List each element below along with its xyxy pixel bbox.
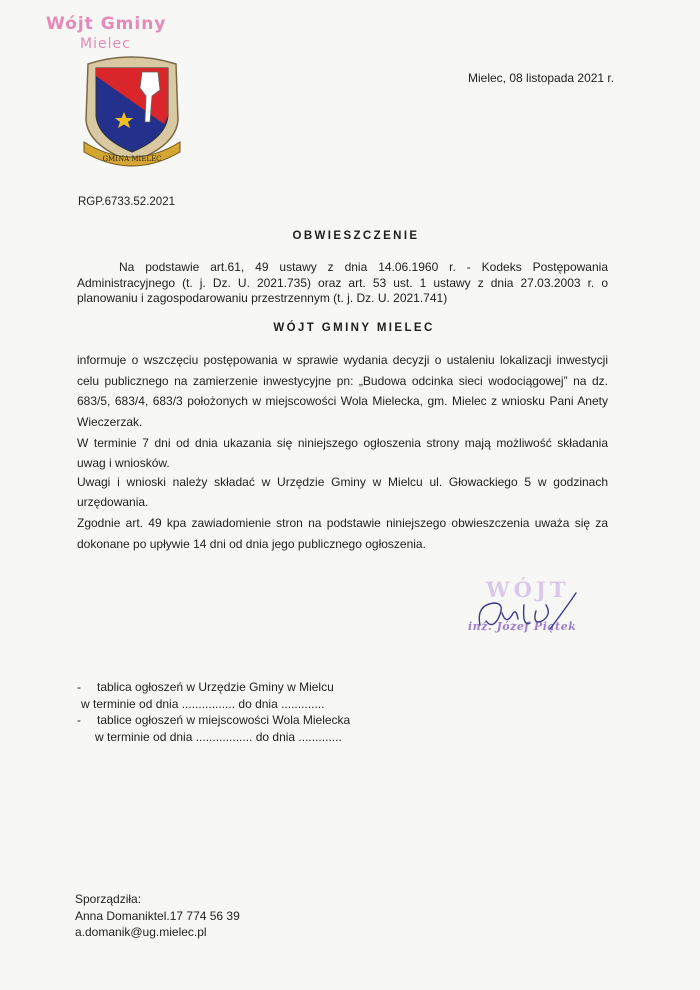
document-title: OBWIESZCZENIE [292,230,420,242]
distribution-term: w terminie od dnia ................ do dnia ............. [81,697,325,711]
prepared-by-label: Sporządziła: [75,892,142,906]
info-paragraph: informuje o wszczęciu postępowania w sprawie wydania decyzji o ustaleniu lokalizacji inwestycji celu publicznego na zamierzenie inwestycyjne pn: „Budowa odcinka sieci wodociągowej” na dz. 683/5, 683/4, 683/3 położonych w miejscowości Wola Mielecka, gm. Mielec z wniosku Pani Anety Wieczerzak. [77,353,608,429]
remarks-paragraph: Uwagi i wnioski należy składać w Urzędzie Gminy w Mielcu ul. Głowackiego 5 w godzinach urzędowania. [77,475,608,509]
list-dash: - [77,713,81,727]
legal-basis-paragraph: Na podstawie art.61, 49 ustawy z dnia 14.06.1960 r. - Kodeks Postępowania Administracyjnego (t. j. Dz. U. 2021.735) oraz art. 53 ust. 1 ustawy z dnia 27.03.2003 r. o planowaniu i zagospodarowaniu przestrzennym (t. j. Dz. U. 2021.741) [77,260,608,305]
notice-paragraph: Zgodnie art. 49 kpa zawiadomienie stron na podstawie niniejszego obwieszczenia uważa się za dokonane po upływie 14 dni od dnia jego publicznego ogłoszenia. [77,516,608,551]
reference-number: RGP.6733.52.2021 [78,196,175,208]
handwritten-signature [472,585,582,645]
term-paragraph: W terminie 7 dni od dnia ukazania się niniejszego ogłoszenia strony mają możliwość składania uwag i wniosków. [77,436,608,470]
stamp-line-2: Mielec [80,36,131,52]
signature-name: inż. Józef Piątek [468,620,577,633]
prepared-by-email: a.domanik@ug.mielec.pl [75,925,207,939]
prepared-by-contact: Anna Domaniktel.17 774 56 39 [75,909,240,923]
authority-heading: WÓJT GMINY MIELEC [273,322,435,334]
distribution-term: w terminie od dnia ................. do dnia ............. [95,730,342,744]
distribution-place: tablice ogłoszeń w miejscowości Wola Mielecka [97,713,351,727]
crest-ribbon-text: GMINA MIELEC [102,155,162,163]
coat-of-arms [80,50,184,170]
distribution-place: tablica ogłoszeń w Urzędzie Gminy w Mielcu [97,680,334,694]
stamp-line-1: Wójt Gminy [46,14,167,34]
document-date: Mielec, 08 listopada 2021 r. [468,71,615,85]
signature-title: WÓJT [486,577,570,602]
list-dash: - [77,680,81,694]
